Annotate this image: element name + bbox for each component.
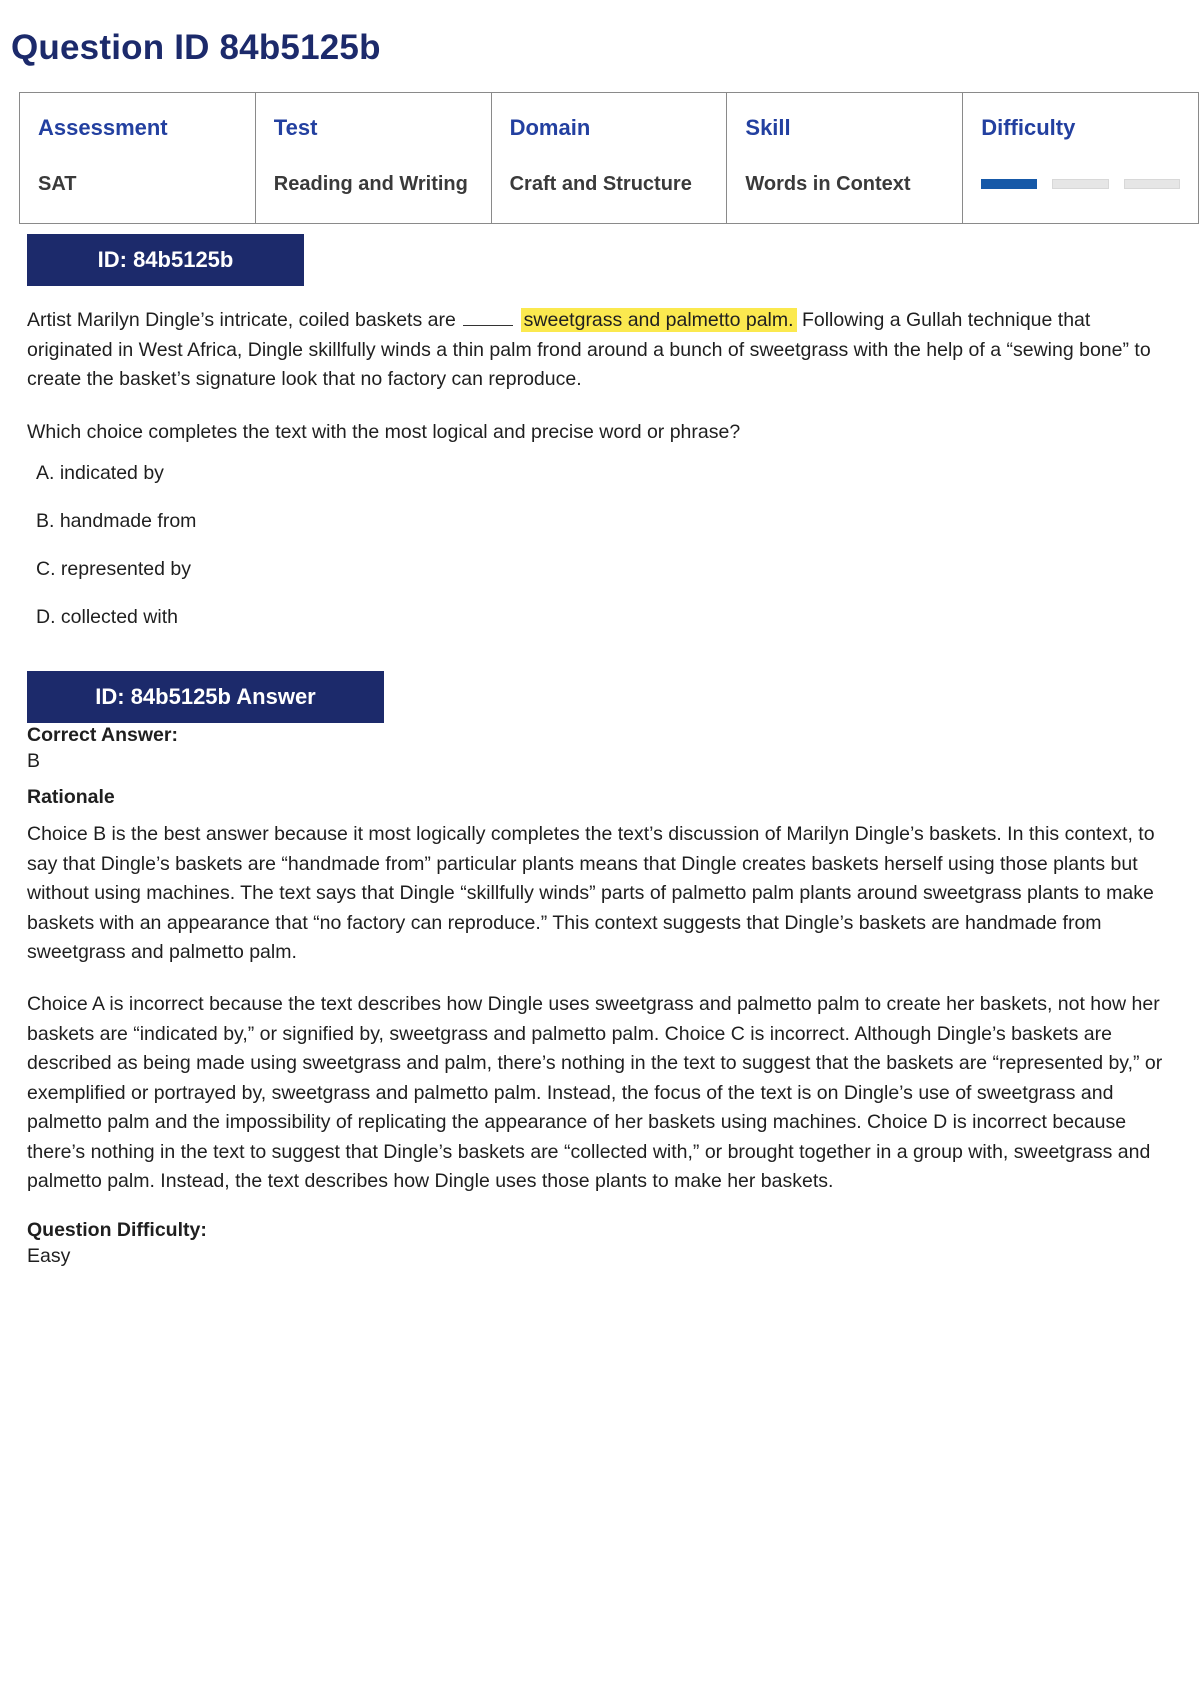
meta-assessment-label: Assessment: [38, 115, 168, 140]
page-title: Question ID 84b5125b: [11, 28, 381, 67]
choice-a: A. indicated by: [36, 462, 164, 484]
choice-d: D. collected with: [36, 606, 178, 628]
meta-test-value: Reading and Writing: [273, 173, 468, 195]
passage-blank: [463, 307, 513, 326]
meta-difficulty-label: Difficulty: [981, 115, 1076, 140]
meta-domain-label: Domain: [509, 115, 591, 140]
answer-id-banner: ID: 84b5125b Answer: [27, 671, 384, 723]
question-meta-table: [19, 92, 1199, 224]
meta-skill-label: Skill: [745, 115, 791, 140]
meta-cell-difficulty: [963, 93, 1199, 224]
question-id-banner: ID: 84b5125b: [27, 234, 304, 286]
passage-highlight: sweetgrass and palmetto palm.: [521, 308, 797, 332]
meta-cell-assessment: [20, 93, 256, 224]
meta-test-label: Test: [273, 115, 318, 140]
difficulty-bar-2: [1052, 179, 1108, 189]
correct-answer-value: B: [27, 750, 41, 772]
question-difficulty-label: Question Difficulty:: [27, 1219, 207, 1241]
meta-cell-domain: [491, 93, 727, 224]
question-prompt: Which choice completes the text with the most logical and precise word or phrase?: [27, 421, 741, 443]
question-difficulty-value: Easy: [27, 1245, 71, 1267]
meta-skill-value: Words in Context: [745, 173, 911, 195]
question-passage: [27, 306, 1177, 395]
meta-cell-skill: [727, 93, 963, 224]
choice-c: C. represented by: [36, 558, 192, 580]
meta-domain-value: Craft and Structure: [509, 173, 692, 195]
correct-answer-label: Correct Answer:: [27, 724, 178, 746]
difficulty-bar-3: [1124, 179, 1180, 189]
choice-b: B. handmade from: [36, 510, 197, 532]
rationale-paragraph-2: Choice A is incorrect because the text describes how Dingle uses sweetgrass and palmetto palm to create her baskets, not how her baskets are “indicated by,” or signified by, sweetgrass and palmetto palm. Choice C is incorrect. Although Dingle’s baskets are described as being made using sweetgrass and palm, there’s nothing in the text to suggest that the baskets are “represented by,” or exemplified or portrayed by, sweetgrass and palmetto palm. Instead, the focus of the text is on Dingle’s use of sweetgrass and palmetto palm and the impossibility of replicating the appearance of her baskets using machines. Choice D is incorrect because there’s nothing in the text to suggest that Dingle’s baskets are “collected with,” or brought together in a group with, sweetgrass and palmetto palm. Instead, the text describes how Dingle uses those plants to make her baskets.: [27, 993, 1163, 1192]
difficulty-bar-1: [981, 179, 1037, 189]
difficulty-meter: [981, 179, 1180, 189]
rationale-paragraph-1: Choice B is the best answer because it most logically completes the text’s discussion of Marilyn Dingle’s baskets. In this context, to say that Dingle’s baskets are “handmade from” particular plants means that Dingle creates baskets herself using those plants but without using machines. The text says that Dingle “skillfully winds” parts of palmetto palm plants around sweetgrass plants to make baskets with an appearance that “no factory can reproduce.” This context suggests that Dingle’s baskets are handmade from sweetgrass and palmetto palm.: [27, 823, 1155, 963]
passage-text-after: Following a Gullah technique that originated in West Africa, Dingle skillfully winds a thin palm frond around a bunch of sweetgrass with the help of a “sewing bone” to create the basket’s signature look that no factory can reproduce.: [27, 309, 1151, 390]
rationale-heading: Rationale: [27, 786, 115, 808]
meta-cell-test: [255, 93, 491, 224]
passage-text-before: Artist Marilyn Dingle’s intricate, coiled baskets are: [27, 309, 456, 331]
meta-assessment-value: SAT: [38, 173, 77, 195]
